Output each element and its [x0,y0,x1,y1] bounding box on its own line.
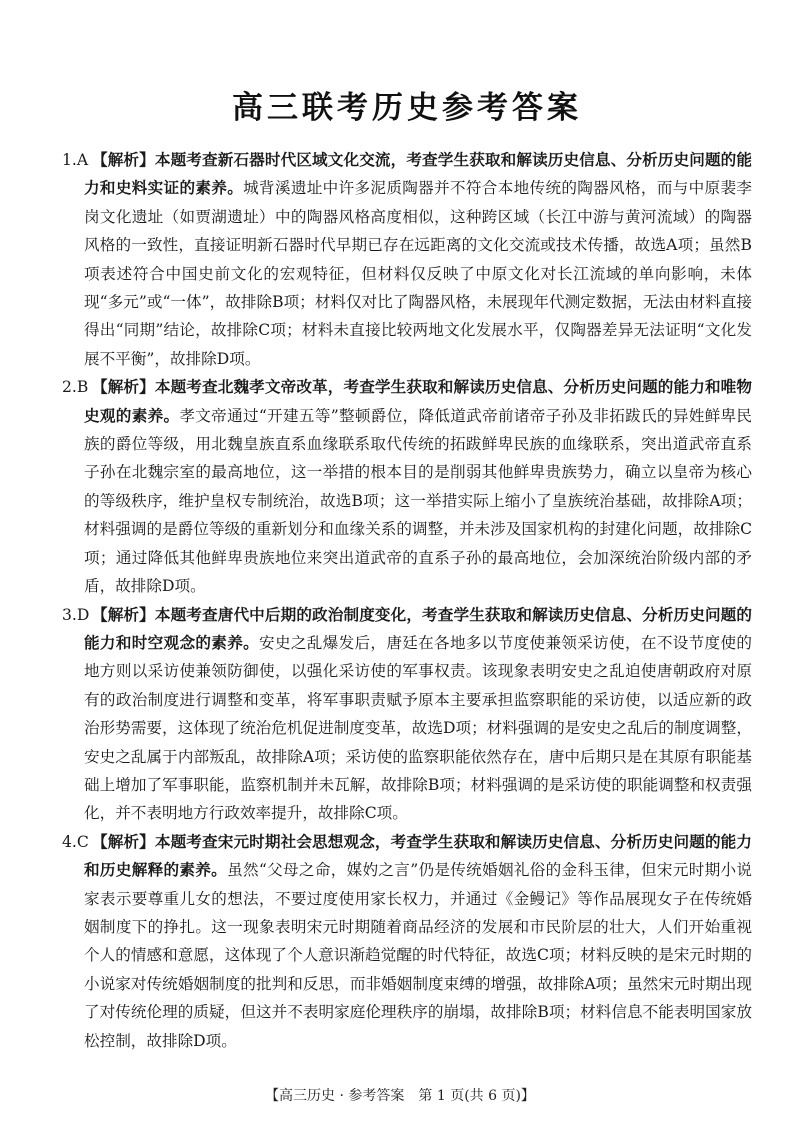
analysis-tag: 【解析】 [92,832,155,851]
analysis-lead: 本题考查唐代中后期的政治制度变化，考查学生获取和解读历史信息、分析历史问题的能力和时空观念的素养。 [84,605,752,652]
analysis-tag: 【解析】 [92,151,155,169]
answer-number: 3.D [62,605,90,624]
analysis-body: 城背溪遗址中许多泥质陶器并不符合本地传统的陶器风格，而与中原裴李岗文化遗址（如贾湖遗址）中的陶器风格高度相似，这种跨区域（长江中游与黄河流域）的陶器风格的一致性，直接证明新石器时代早期已存在远距离的文化交流或技术传播，故选A项；虽然B项表述符合中国史前文化的宏观特征，但材料仅反映了中原文化对长江流域的单向影响，未体现“多元”或“一体”，故排除B项；材料仅对比了陶器风格，未展现年代测定数据，无法由材料直接得出“同期”结论，故排除C项；材料未直接比较两地文化发展水平，仅陶器差异无法证明“文化发展不平衡”，故排除D项。 [84,179,752,368]
analysis-body: 孝文帝通过“开建五等”整顿爵位，降低道武帝前诸帝子孙及非拓跋氏的异姓鲜卑民族的爵位等级，用北魏皇族直系血缘联系取代传统的拓跋鲜卑民族的血缘联系，突出道武帝直系子孙在北魏宗室的最高地位，这一举措的根本目的是削弱其他鲜卑贵族势力，确立以皇帝为核心的等级秩序，维护皇权专制统治，故选B项；这一举措实际上缩小了皇族统治基础，故排除A项；材料强调的是爵位等级的重新划分和血缘关系的调整，并未涉及国家机构的封建化问题，故排除C项；通过降低其他鲜卑贵族地位来突出道武帝的直系子孙的最高地位，会加深统治阶级内部的矛盾，故排除D项。 [84,406,752,596]
answer-item-2 [62,373,752,600]
page-footer: 【高三历史 · 参考答案 第 1 页(共 6 页)】 [265,1088,535,1104]
answer-number: 4.C [62,832,89,851]
answer-number: 1.A [62,151,89,169]
analysis-tag: 【解析】 [92,378,155,397]
answer-item-3 [62,601,752,828]
analysis-lead: 本题考查宋元时期社会思想观念，考查学生获取和解读历史信息、分析历史问题的能力和历史解释的素养。 [84,832,752,880]
page-title: 高三联考历史参考答案 [232,90,582,126]
analysis-body: 虽然“父母之命，媒妁之言”仍是传统婚姻礼俗的金科玉律，但宋元时期小说家表示要尊重儿女的想法，不要过度使用家长权力，并通过《金鳗记》等作品展现女子在传统婚姻制度下的挣扎。这一现象表明宋元时期随着商品经济的发展和市民阶层的壮大，人们开始重视个人的情感和意愿，这体现了个人意识渐趋觉醒的时代特征，故选C项；材料反映的是宋元时期的小说家对传统婚姻制度的批判和反思，而非婚姻制度束缚的增强，故排除A项；虽然宋元时期出现了对传统伦理的质疑，但这并不表明家庭伦理秩序的崩塌，故排除B项；材料信息不能表明国家放松控制，故排除D项。 [84,861,752,1050]
answer-item-1 [62,146,752,373]
analysis-body: 安史之乱爆发后，唐廷在各地多以节度使兼领采访使，在不设节度使的地方则以采访使兼领防御使，以强化采访使的军事权责。该现象表明安史之乱迫使唐朝政府对原有的政治制度进行调整和变革，将军事职责赋予原本主要承担监察职能的采访使，以适应新的政治形势需要，这体现了统治危机促进制度变革，故选D项；材料强调的是安史之乱后的制度调整，安史之乱属于内部叛乱，故排除A项；采访使的监察职能依然存在，唐中后期只是在其原有职能基础上增加了军事职能，监察机制并未瓦解，故排除B项；材料强调的是采访使的职能调整和权责强化，并不表明地方行政效率提升，故排除C项。 [84,633,752,823]
answer-list [62,146,752,1055]
analysis-tag: 【解析】 [92,605,155,624]
answer-item-4 [62,828,752,1055]
answer-number: 2.B [62,378,89,397]
analysis-lead: 本题考查新石器时代区域文化交流，考查学生获取和解读历史信息、分析历史问题的能力和史料实证的素养。 [84,151,752,198]
analysis-lead: 本题考查北魏孝文帝改革，考查学生获取和解读历史信息、分析历史问题的能力和唯物史观的素养。 [84,378,752,425]
